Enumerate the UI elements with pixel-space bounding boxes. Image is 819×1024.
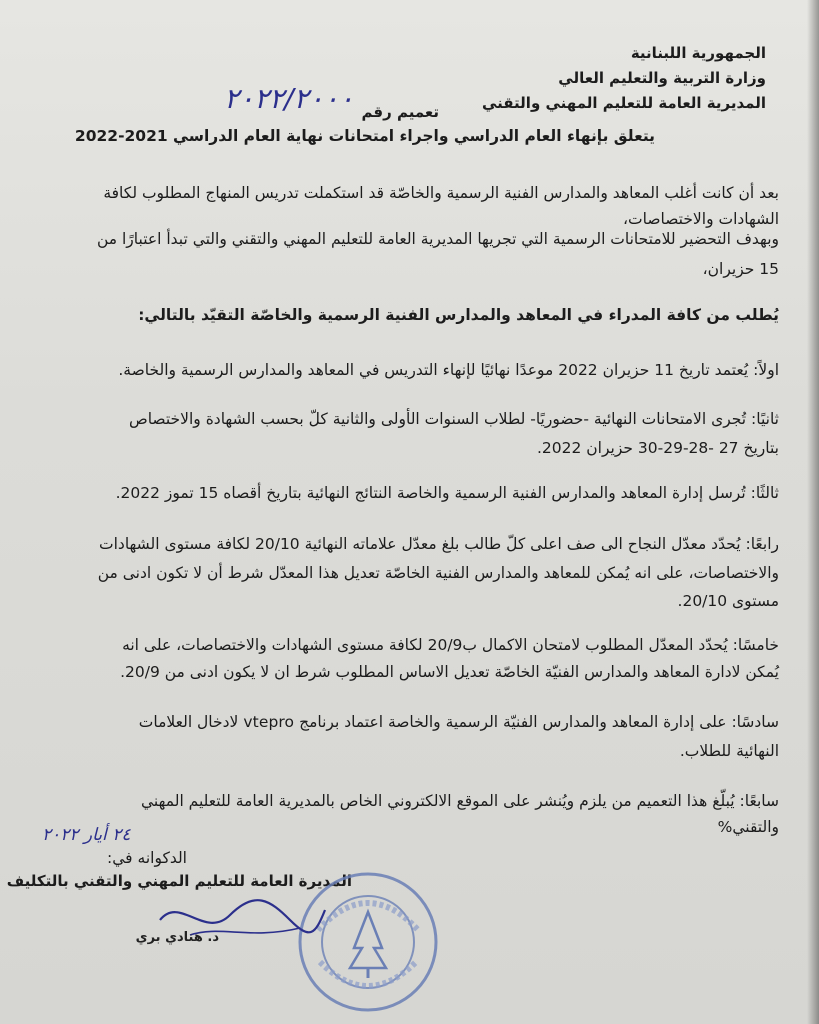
handwritten-date: ٢٤ أيار ٢٠٢٢: [42, 825, 131, 845]
header-ministry: وزارة التربية والتعليم العالي: [558, 69, 766, 87]
intro-line-1: بعد أن كانت أغلب المعاهد والمدارس الفنية الرسمية والخاصّة قد استكملت تدريس المنهاج المطلوب لكافة: [103, 184, 779, 202]
circular-number: ٢٠٢٢/٢٠٠٠: [224, 82, 354, 115]
item-fifth-line-1: خامسًا: يُحدّد المعدّل المطلوب لامتحان الاكمال ب20/9 لكافة مستوى الشهادات والاختصاصات، على انه: [122, 636, 779, 654]
circular-label: تعميم رقم: [361, 103, 439, 121]
subject-line: يتعلق بإنهاء العام الدراسي واجراء امتحانات نهاية العام الدراسي 2021-2022: [74, 127, 655, 145]
item-fourth-line-1: رابعًا: يُحدّد معدّل النجاح الى صف اعلى كلّ طالب بلغ معدّل علاماته النهائية 20/10 لكافة مستوى الشهادات: [99, 535, 779, 553]
intro-line-3: وبهدف التحضير للامتحانات الرسمية التي تجريها المديرية العامة للتعليم المهني والتقني والتي تبدأ اعتبارًا من: [96, 230, 779, 248]
signature-name: د. هنادي بري: [135, 930, 219, 945]
item-third: ثالثًا: تُرسل إدارة المعاهد والمدارس الفنية الرسمية والخاصة النتائج النهائية بتاريخ أقصاه 15 تموز 2022.: [115, 484, 779, 502]
item-seventh-line-1: سابعًا: يُبلّغ هذا التعميم من يلزم ويُنشر على الموقع الالكتروني الخاص بالمديرية العامة للتعليم المهني: [141, 792, 779, 810]
header-directorate: المديرية العامة للتعليم المهني والتقني: [481, 94, 766, 112]
request-line: يُطلب من كافة المدراء في المعاهد والمدارس الفنية الرسمية والخاصّة التقيّد بالتالي:: [138, 306, 779, 324]
item-first: اولاً: يُعتمد تاريخ 11 حزيران 2022 موعدًا نهائيًا لإنهاء التدريس في المعاهد والمدارس الرسمية والخاصة.: [118, 361, 779, 379]
item-sixth-line-2: النهائية للطلاب.: [679, 742, 779, 760]
item-sixth-line-1: سادسًا: على إدارة المعاهد والمدارس الفنيّة الرسمية والخاصة اعتماد برنامج vtepro لادخال العلامات: [138, 713, 779, 731]
item-fifth-line-2: يُمكن لادارة المعاهد والمدارس الفنيّة الخاصّة تعديل الاساس المطلوب شرط ان لا يكون ادنى من 20/9.: [120, 663, 779, 681]
item-second-line-1: ثانيًا: تُجرى الامتحانات النهائية -حضوريًا- لطلاب السنوات الأولى والثانية كلّ بحسب الشهادة والاختصاص: [128, 410, 779, 428]
place-line: الدكوانه في:: [107, 849, 187, 867]
intro-line-4: 15 حزيران،: [702, 260, 779, 278]
item-second-line-2: بتاريخ 27 -28-29-30 حزيران 2022.: [536, 439, 779, 457]
header-republic: الجمهورية اللبنانية: [630, 44, 766, 62]
signatory-title: المديرة العامة للتعليم المهني والتقني بالتكليف: [6, 872, 352, 890]
item-seventh-line-2: والتقني%: [717, 818, 779, 836]
intro-line-2: الشهادات والاختصاصات،: [623, 210, 779, 228]
item-fourth-line-3: مستوى 20/10.: [677, 592, 779, 610]
item-fourth-line-2: والاختصاصات، على انه يُمكن للمعاهد والمدارس الفنية الخاصّة تعديل هذا المعدّل شرط أن لا تكون ادنى من: [97, 564, 779, 582]
